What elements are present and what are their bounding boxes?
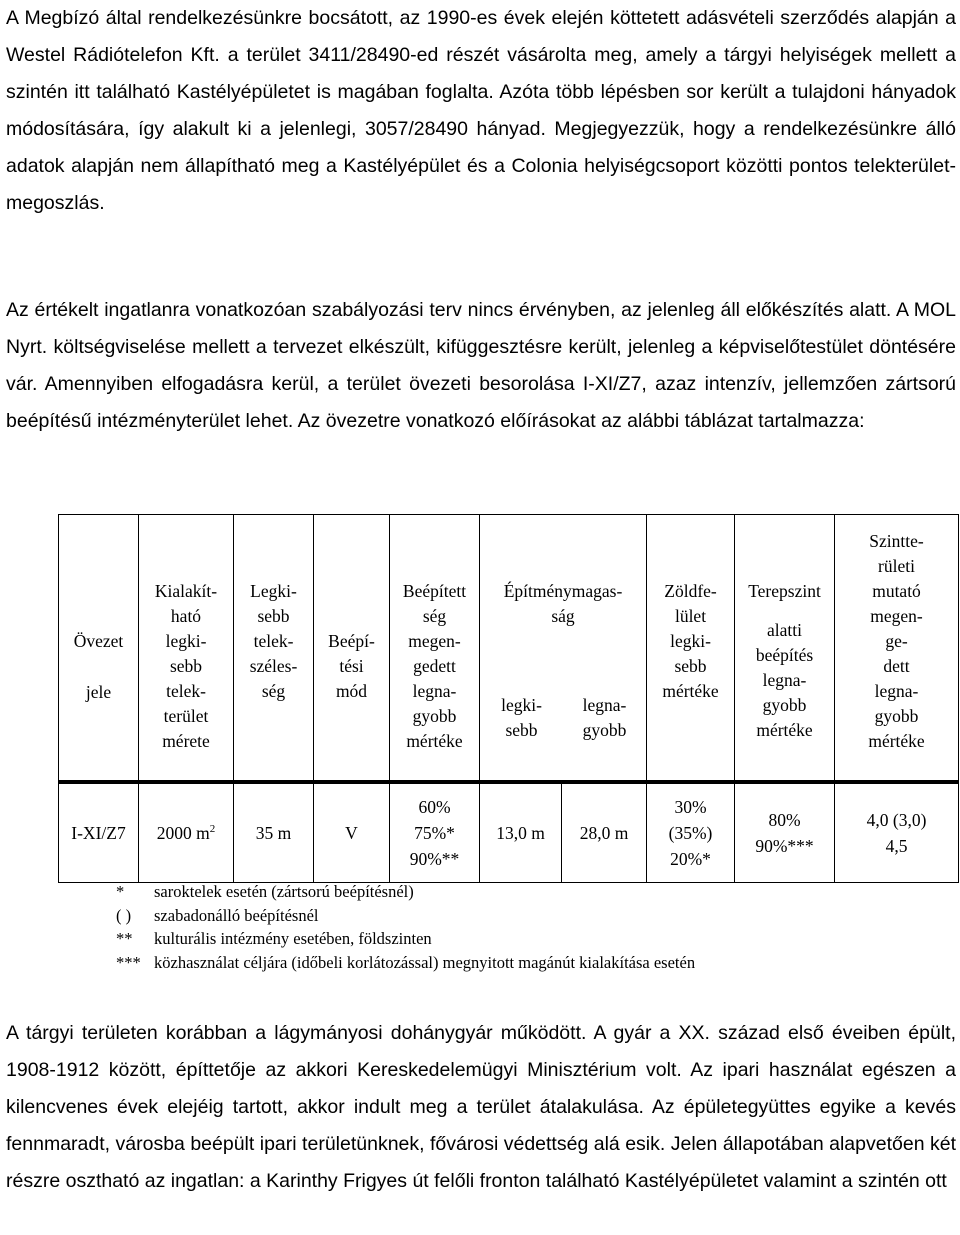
table-header-row: [59, 515, 959, 783]
footnote-item: * saroktelek esetén (zártsorú beépítésnél): [116, 882, 414, 901]
header-epitmenymagassag: Építménymagas- ság legki- sebb legna- gyobb: [480, 515, 647, 783]
cell-kialakithato: 2000 $m^2$: [139, 782, 234, 883]
cell-min-magassag: 13,0 m: [480, 782, 562, 883]
header-beepitettseg: Beépített ség megen- gedett legna- gyobb mértéke: [390, 515, 480, 783]
cell-terepszint: 80% 90%***: [735, 782, 835, 883]
cell-ovezet: I-XI/Z7: [59, 782, 139, 883]
header-beepitesi-mod: Beépí- tési mód: [314, 515, 390, 783]
cell-szintteruleti: 4,0 (3,0) 4,5: [835, 782, 959, 883]
header-ovezet: Övezet jele: [59, 515, 139, 783]
intro-paragraph: A Megbízó által rendelkezésünkre bocsátott, az 1990-es évek elején köttetett adásvételi szerződés alapján a Westel Rádiótelefon Kft. a terület 3411/28490-ed részét vásárolta meg, amely a tárgyi helyiségek mellett a szintén itt található Kastélyépületet is magában foglalta. Azóta több lépésben sor került a tulajdoni hányadok módosítására, így alakult ki a jelenlegi, 3057/28490 hányad. Megjegyezzük, hogy a rendelkezésünkre álló adatok alapján nem állapítható meg a Kastélyépület és a Colonia helyiségcsoport közötti pontos telekterület-megoszlás.: [6, 7, 956, 214]
cell-szelesseg: 35 m: [234, 782, 314, 883]
cell-mod: V: [314, 782, 390, 883]
footnote-item: *** közhasználat céljára (időbeli korlátozással) megnyitott magánút kialakítása esetén: [116, 952, 696, 972]
header-kialakithato: Kialakít- ható legki- sebb telek- terület mérete: [139, 515, 234, 783]
cell-beepitettseg: 60% 75%* 90%**: [390, 782, 480, 883]
zoning-table: [58, 514, 959, 883]
header-zoldfelulet: Zöldfe- lület legki- sebb mértéke: [647, 515, 735, 783]
table-footnotes: [110, 880, 695, 974]
header-szintteruleti: Szintte- rületi mutató megen- ge- dett legna- gyobb mértéke: [835, 515, 959, 783]
table-row: [59, 782, 959, 883]
cell-max-magassag: 28,0 m: [562, 782, 647, 883]
header-terepszint: Terepszint alatti beépítés legna- gyobb mértéke: [735, 515, 835, 783]
cell-zoldfelulet: 30% (35%) 20%*: [647, 782, 735, 883]
history-paragraph: A tárgyi területen korábban a lágymányosi dohánygyár működött. A gyár a XX. század első éveiben épült, 1908-1912 között, építtetője az akkori Kereskedelemügyi Minisztérium volt. Az ipari használat egészen a kilencvenes évek elejéig tartott, akkor indult meg a terület átalakulása. Az épületegyüttes egyike a kevés fennmaradt, városba beépült ipari területünknek, fővárosi védettség alá esik. Jelen állapotában alapvetően két részre osztható az ingatlan: a Karinthy Frigyes út felőli fronton található Kastélyépületet valamint a szintén ott: [6, 1022, 956, 1192]
footnote-item: ( ) szabadonálló beépítésnél: [116, 905, 319, 925]
header-telekszelesseg: Legki- sebb telek- széles- ség: [234, 515, 314, 783]
footnote-item: ** kulturális intézmény esetében, földszinten: [116, 929, 432, 948]
regulation-paragraph: Az értékelt ingatlanra vonatkozóan szabályozási terv nincs érvényben, az jelenleg áll előkészítés alatt. A MOL Nyrt. költségviselése mellett a tervezet elkészült, kifüggesztésre került, jelenleg a képviselőtestület döntésére vár. Amennyiben elfogadásra kerül, a terület övezeti besorolása I-XI/Z7, azaz intenzív, jellemzően zártsorú beépítésű intézményterület lehet. Az övezetre vonatkozó előírásokat az alábbi táblázat tartalmazza:: [6, 299, 956, 432]
